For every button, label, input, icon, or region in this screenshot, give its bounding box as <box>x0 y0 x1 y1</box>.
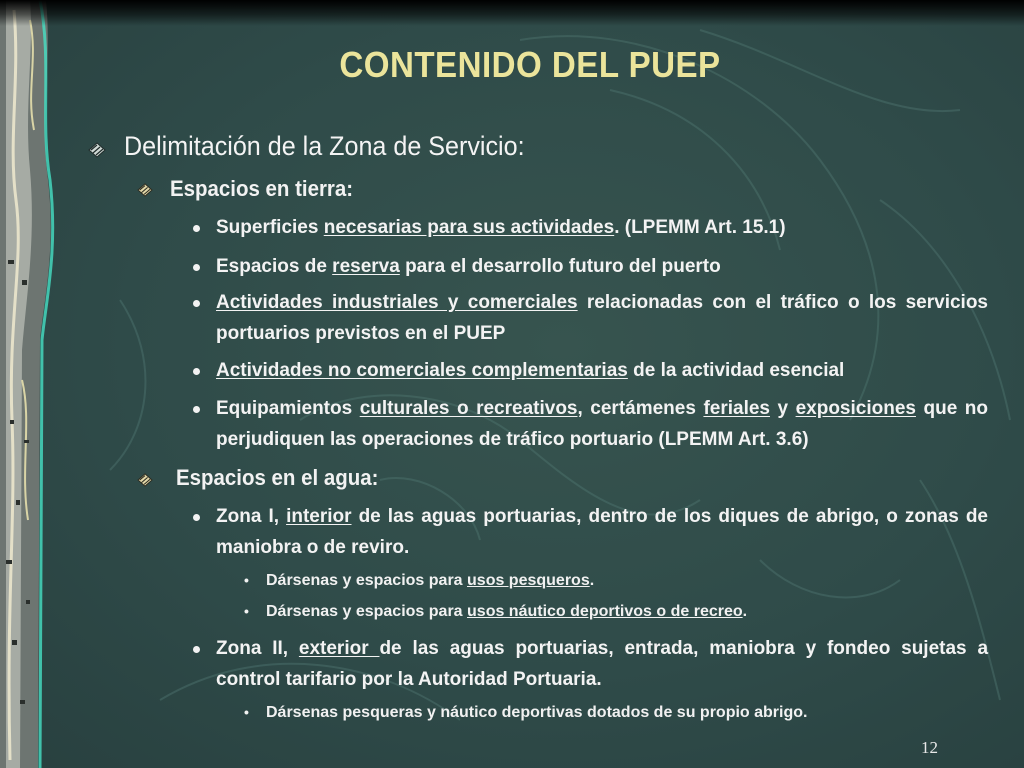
tierra-list-item <box>216 212 988 243</box>
round-dot-icon <box>193 646 200 653</box>
subheading-espacios-agua: Espacios en el agua: <box>176 465 379 490</box>
subheading-espacios-tierra: Espacios en tierra: <box>170 176 354 201</box>
round-dot-icon <box>193 514 200 521</box>
text-run: Dársenas y espacios para <box>266 572 468 589</box>
round-dot-icon <box>193 225 200 232</box>
text-run: Zona II, <box>216 638 299 659</box>
zona-ii-item <box>216 633 988 695</box>
hatched-diamond-icon <box>137 473 153 487</box>
underlined-text: Actividades no comerciales complementarias <box>216 360 628 381</box>
tierra-list-item <box>216 355 988 386</box>
underlined-text: feriales <box>703 398 770 419</box>
text-run: de las aguas portuarias, dentro de los diques de abrigo, o zonas de maniobra o de reviro. <box>216 506 988 558</box>
tierra-list-item <box>216 287 988 349</box>
text-run: para el desarrollo futuro del puerto <box>399 256 721 277</box>
bullet-glyph: • <box>244 704 249 720</box>
zona-i-item <box>216 501 988 563</box>
tierra-list-item <box>216 251 988 282</box>
text-run: Dársenas pesqueras y náutico deportivas dotados de su propio abrigo. <box>266 704 808 721</box>
page-number: 12 <box>921 738 938 757</box>
aerial-photo-strip <box>0 0 53 768</box>
round-dot-icon <box>193 368 200 375</box>
round-dot-icon <box>193 406 200 413</box>
text-run: . <box>742 603 748 620</box>
sub-list-item <box>266 704 986 722</box>
text-run: que no perjudiquen las operaciones de tráfico portuario (LPEMM Art. 3.6) <box>216 398 988 450</box>
underlined-text: usos pesqueros <box>467 572 590 589</box>
bullet-glyph: • <box>244 603 249 619</box>
sub-list-item <box>266 603 986 621</box>
text-run: . (LPEMM Art. 15.1) <box>614 217 786 238</box>
bullet-glyph: • <box>244 572 249 588</box>
underlined-text: culturales o recreativos <box>359 398 578 419</box>
underlined-text: reserva <box>332 256 400 277</box>
top-shadow <box>0 0 1024 26</box>
text-run: Equipamientos <box>216 398 360 419</box>
tierra-list-item <box>216 393 988 455</box>
slide-title: CONTENIDO DEL PUEP <box>339 44 721 85</box>
underlined-text: exposiciones <box>795 398 916 419</box>
underlined-text: necesarias para sus actividades <box>323 217 615 238</box>
section-heading-delimitacion: Delimitación de la Zona de Servicio: <box>124 131 525 161</box>
hatched-diamond-icon <box>137 183 153 197</box>
underlined-text: Actividades industriales y comerciales <box>216 292 578 313</box>
text-run: Superficies <box>216 217 324 238</box>
sub-list-item <box>266 572 986 590</box>
round-dot-icon <box>193 264 200 271</box>
underlined-text: interior <box>286 506 352 527</box>
text-run: . <box>589 572 595 589</box>
text-run: y <box>769 398 796 419</box>
underlined-text: exterior <box>298 638 380 659</box>
text-run: , certámenes <box>577 398 704 419</box>
text-run: relacionadas con el tráfico o los servicios portuarios previstos en el PUEP <box>216 292 988 344</box>
text-run: Dársenas y espacios para <box>266 603 468 620</box>
text-run: de la actividad esencial <box>627 360 845 381</box>
text-run: de las aguas portuarias, entrada, maniobra y fondeo sujetas a control tarifario por la Autoridad Portuaria. <box>216 638 989 690</box>
round-dot-icon <box>193 300 200 307</box>
text-run: Espacios de <box>216 256 333 277</box>
text-run: Zona I, <box>216 506 287 527</box>
underlined-text: usos náutico deportivos o de recreo <box>467 603 743 620</box>
hatched-diamond-icon <box>88 142 106 158</box>
